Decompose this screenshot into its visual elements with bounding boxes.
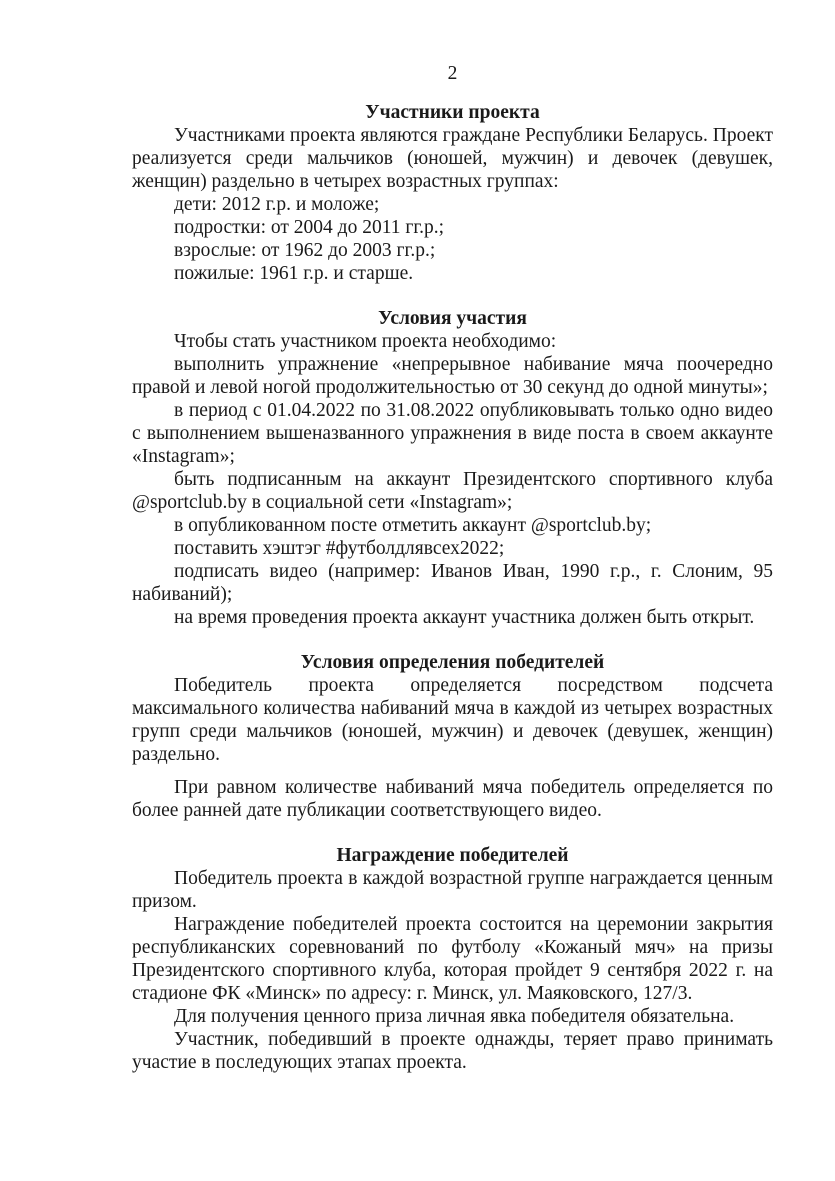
page-number: 2 xyxy=(447,63,458,84)
paragraph: Награждение победителей проекта состоится на церемонии закрытия республиканских соревнований по футболу «Кожаный мяч» на призы Президентского спортивного клуба, которая пройдет 9 сентября 2022 г. на стадионе ФК «Минск» по адресу: г. Минск, ул. Маяковского, 127/3. xyxy=(132,914,773,1004)
list-item: поставить хэштэг #футболдлявсех2022; xyxy=(174,538,505,559)
section-awarding xyxy=(132,844,773,1074)
section-title: Условия определения победителей xyxy=(300,652,605,673)
section-title: Участники проекта xyxy=(365,102,540,123)
list-item: подписать видео (например: Иванов Иван, 1990 г.р., г. Слоним, 95 набиваний); xyxy=(132,561,773,605)
section-conditions xyxy=(132,307,773,629)
list-item: подростки: от 2004 до 2011 гг.р.; xyxy=(174,217,445,238)
paragraph: Победитель проекта в каждой возрастной группе награждается ценным призом. xyxy=(132,868,773,912)
section-participants xyxy=(132,101,773,285)
list-item: в опубликованном посте отметить аккаунт @sportclub.by; xyxy=(174,515,652,536)
list-item: быть подписанным на аккаунт Президентского спортивного клуба @sportclub.by в социальной сети «Instagram»; xyxy=(132,469,773,513)
list-item: дети: 2012 г.р. и моложе; xyxy=(174,194,380,215)
list-item: пожилые: 1961 г.р. и старше. xyxy=(174,263,414,284)
paragraph: Для получения ценного приза личная явка победителя обязательна. xyxy=(174,1006,735,1027)
list-item: в период с 01.04.2022 по 31.08.2022 опубликовывать только одно видео с выполнением вышеназванного упражнения в виде поста в своем аккаунте «Instagram»; xyxy=(132,400,773,467)
paragraph: Участниками проекта являются граждане Республики Беларусь. Проект реализуется среди мальчиков (юношей, мужчин) и девочек (девушек, женщин) раздельно в четырех возрастных группах: xyxy=(132,125,773,192)
list-item: выполнить упражнение «непрерывное набивание мяча поочередно правой и левой ногой продолжительностью от 30 секунд до одной минуты»; xyxy=(132,354,773,398)
paragraph: Победитель проекта определяется посредством подсчета максимального количества набиваний мяча в каждой из четырех возрастных групп среди мальчиков (юношей, мужчин) и девочек (девушек, женщин) раздельно. xyxy=(132,675,773,765)
paragraph: При равном количестве набиваний мяча победитель определяется по более ранней дате публикации соответствующего видео. xyxy=(132,777,773,821)
paragraph: Чтобы стать участником проекта необходимо: xyxy=(174,331,557,352)
section-title: Условия участия xyxy=(378,308,527,329)
section-title: Награждение победителей xyxy=(336,845,569,866)
list-item: на время проведения проекта аккаунт участника должен быть открыт. xyxy=(174,607,755,628)
list-item: взрослые: от 1962 до 2003 гг.р.; xyxy=(174,240,436,261)
paragraph: Участник, победивший в проекте однажды, теряет право принимать участие в последующих этапах проекта. xyxy=(132,1029,773,1073)
section-winner-determination xyxy=(132,651,773,822)
